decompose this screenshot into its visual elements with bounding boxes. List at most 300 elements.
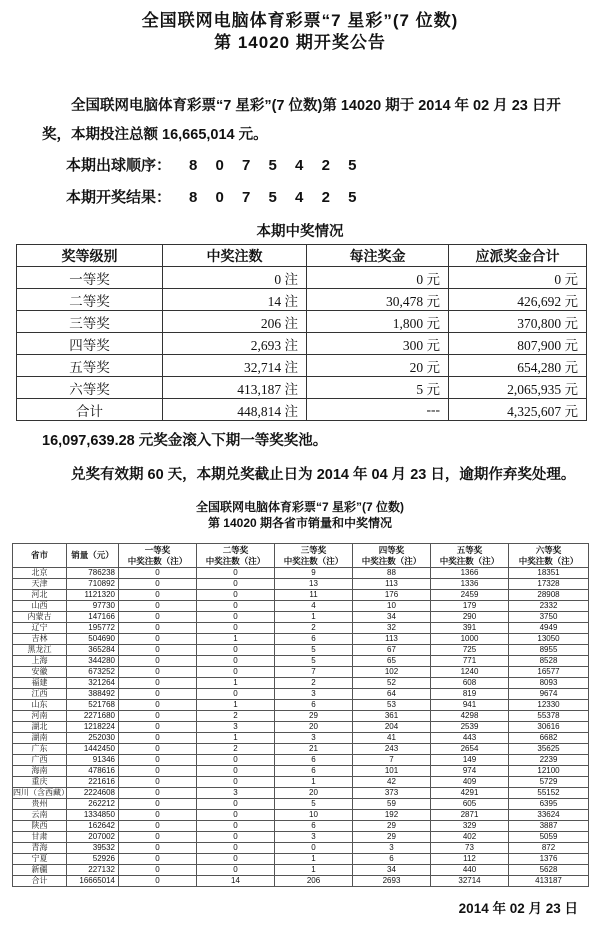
table-cell: 0 bbox=[197, 755, 275, 766]
table-cell: 1 bbox=[275, 865, 353, 876]
table-cell: 402 bbox=[431, 832, 509, 843]
table-cell: 0 bbox=[119, 843, 197, 854]
table-cell: 0 bbox=[119, 821, 197, 832]
table-cell: 21 bbox=[275, 744, 353, 755]
table-cell: 六等奖 bbox=[17, 377, 163, 399]
table-cell: 2,693 注 bbox=[163, 333, 307, 355]
table-cell: 192 bbox=[353, 810, 431, 821]
table-cell: 113 bbox=[353, 634, 431, 645]
prize-table-header-total: 应派奖金合计 bbox=[449, 245, 587, 267]
table-cell: 五等奖 bbox=[17, 355, 163, 377]
table-cell: 6 bbox=[353, 854, 431, 865]
table-cell: 4298 bbox=[431, 711, 509, 722]
table-cell: 0 bbox=[197, 810, 275, 821]
page-title bbox=[0, 10, 600, 54]
table-row bbox=[13, 777, 589, 788]
table-cell: 贵州 bbox=[13, 799, 67, 810]
rollover-paragraph: 16,097,639.28 元奖金滚入下期一等奖奖池。 bbox=[42, 433, 328, 449]
table-row bbox=[13, 678, 589, 689]
table-cell: 29 bbox=[353, 832, 431, 843]
draw-result-line bbox=[66, 182, 582, 214]
table-cell: 3 bbox=[197, 788, 275, 799]
table-cell: 55378 bbox=[509, 711, 589, 722]
table-cell: 20 元 bbox=[307, 355, 449, 377]
table-cell: 2459 bbox=[431, 590, 509, 601]
table-cell: 0 bbox=[119, 612, 197, 623]
table-cell: 2 bbox=[275, 623, 353, 634]
table-cell: 甘肃 bbox=[13, 832, 67, 843]
table-cell: 4949 bbox=[509, 623, 589, 634]
prize1-name: 一等奖 bbox=[144, 544, 171, 555]
prize4-sub: 中奖注数（注） bbox=[361, 555, 422, 566]
table-cell: 872 bbox=[509, 843, 589, 854]
table-cell: 673252 bbox=[67, 667, 119, 678]
province-table-header-sales: 销量（元） bbox=[67, 544, 119, 568]
prize2-sub: 中奖注数（注） bbox=[205, 555, 266, 566]
table-cell: 443 bbox=[431, 733, 509, 744]
table-cell: 5729 bbox=[509, 777, 589, 788]
table-cell: 2539 bbox=[431, 722, 509, 733]
table-cell: 重庆 bbox=[13, 777, 67, 788]
table-row bbox=[13, 766, 589, 777]
table-row bbox=[13, 810, 589, 821]
table-cell: 391 bbox=[431, 623, 509, 634]
table-cell: 0 bbox=[197, 854, 275, 865]
table-cell: 413187 bbox=[509, 876, 589, 887]
table-cell: 2654 bbox=[431, 744, 509, 755]
table-row bbox=[13, 711, 589, 722]
table-cell: 605 bbox=[431, 799, 509, 810]
table-cell: 2332 bbox=[509, 601, 589, 612]
table-cell: 一等奖 bbox=[17, 267, 163, 289]
table-cell: 天津 bbox=[13, 579, 67, 590]
table-cell: 786238 bbox=[67, 568, 119, 579]
table-cell: 20 bbox=[275, 722, 353, 733]
table-cell: 0 bbox=[119, 854, 197, 865]
table-cell: 35625 bbox=[509, 744, 589, 755]
province-table-header-prize3 bbox=[275, 544, 353, 568]
table-cell: --- bbox=[307, 399, 449, 421]
table-cell: 3887 bbox=[509, 821, 589, 832]
table-cell: 0 bbox=[119, 733, 197, 744]
date-line: 2014 年 02 月 23 日 bbox=[458, 901, 578, 916]
table-row bbox=[13, 744, 589, 755]
table-cell: 5 bbox=[275, 645, 353, 656]
table-cell: 52926 bbox=[67, 854, 119, 865]
table-cell: 0 bbox=[119, 799, 197, 810]
table-cell: 0 bbox=[197, 568, 275, 579]
table-row bbox=[13, 832, 589, 843]
table-cell: 974 bbox=[431, 766, 509, 777]
table-cell: 福建 bbox=[13, 678, 67, 689]
table-cell: 91346 bbox=[67, 755, 119, 766]
table-cell: 13050 bbox=[509, 634, 589, 645]
prize5-name: 五等奖 bbox=[456, 544, 483, 555]
table-row bbox=[13, 590, 589, 601]
table-cell: 0 元 bbox=[449, 267, 587, 289]
table-cell: 江西 bbox=[13, 689, 67, 700]
table-cell: 206 bbox=[275, 876, 353, 887]
table-cell: 0 bbox=[275, 843, 353, 854]
prize5-sub: 中奖注数（注） bbox=[439, 555, 500, 566]
prize3-name: 三等奖 bbox=[300, 544, 327, 555]
table-row bbox=[13, 854, 589, 865]
prize-table-header-row bbox=[17, 245, 587, 267]
table-cell: 安徽 bbox=[13, 667, 67, 678]
table-cell: 1 bbox=[197, 634, 275, 645]
table-cell: 0 bbox=[197, 601, 275, 612]
table-cell: 13 bbox=[275, 579, 353, 590]
table-cell: 504690 bbox=[67, 634, 119, 645]
table-cell: 0 bbox=[119, 744, 197, 755]
table-row bbox=[13, 612, 589, 623]
table-cell: 合计 bbox=[17, 399, 163, 421]
table-cell: 0 bbox=[119, 689, 197, 700]
table-cell: 52 bbox=[353, 678, 431, 689]
table-cell: 3750 bbox=[509, 612, 589, 623]
table-cell: 1376 bbox=[509, 854, 589, 865]
table-cell: 吉林 bbox=[13, 634, 67, 645]
table-cell: 97730 bbox=[67, 601, 119, 612]
province-table-header-prize1 bbox=[119, 544, 197, 568]
table-cell: 0 bbox=[197, 623, 275, 634]
table-cell: 710892 bbox=[67, 579, 119, 590]
table-cell: 青海 bbox=[13, 843, 67, 854]
table-row bbox=[17, 377, 587, 399]
table-cell: 608 bbox=[431, 678, 509, 689]
table-cell: 0 bbox=[119, 667, 197, 678]
table-cell: 41 bbox=[353, 733, 431, 744]
table-cell: 0 bbox=[119, 832, 197, 843]
intro-paragraph: 全国联网电脑体育彩票“7 星彩”(7 位数)第 14020 期于 2014 年 02 月 23 日开奖，本期投注总额 16,665,014 元。 bbox=[42, 98, 561, 143]
table-cell: 1366 bbox=[431, 568, 509, 579]
table-cell: 7 bbox=[275, 667, 353, 678]
table-cell: 山东 bbox=[13, 700, 67, 711]
table-row bbox=[13, 601, 589, 612]
table-cell: 67 bbox=[353, 645, 431, 656]
table-cell: 65 bbox=[353, 656, 431, 667]
table-cell: 0 bbox=[197, 843, 275, 854]
table-cell: 北京 bbox=[13, 568, 67, 579]
table-cell: 1240 bbox=[431, 667, 509, 678]
table-cell: 12100 bbox=[509, 766, 589, 777]
table-cell: 12330 bbox=[509, 700, 589, 711]
table-cell: 河北 bbox=[13, 590, 67, 601]
table-cell: 370,800 元 bbox=[449, 311, 587, 333]
table-row bbox=[17, 399, 587, 421]
table-cell: 30616 bbox=[509, 722, 589, 733]
table-cell: 373 bbox=[353, 788, 431, 799]
table-cell: 广西 bbox=[13, 755, 67, 766]
table-cell: 361 bbox=[353, 711, 431, 722]
table-cell: 云南 bbox=[13, 810, 67, 821]
table-cell: 1 bbox=[275, 612, 353, 623]
table-cell: 59 bbox=[353, 799, 431, 810]
province-table-header-row bbox=[13, 544, 589, 568]
ball-order-label: 本期出球顺序： bbox=[66, 157, 172, 174]
table-cell: 426,692 元 bbox=[449, 289, 587, 311]
province-table-title-line2: 第 14020 期各省市销量和中奖情况 bbox=[207, 516, 393, 530]
prize6-sub: 中奖注数（注） bbox=[518, 555, 579, 566]
table-cell: 0 bbox=[119, 810, 197, 821]
table-cell: 6682 bbox=[509, 733, 589, 744]
table-cell: 179 bbox=[431, 601, 509, 612]
table-cell: 4 bbox=[275, 601, 353, 612]
table-row bbox=[13, 656, 589, 667]
table-cell: 0 bbox=[197, 590, 275, 601]
table-cell: 2224608 bbox=[67, 788, 119, 799]
table-cell: 388492 bbox=[67, 689, 119, 700]
table-cell: 9 bbox=[275, 568, 353, 579]
table-cell: 内蒙古 bbox=[13, 612, 67, 623]
table-cell: 941 bbox=[431, 700, 509, 711]
table-cell: 2693 bbox=[353, 876, 431, 887]
table-cell: 10 bbox=[353, 601, 431, 612]
table-row bbox=[13, 733, 589, 744]
table-cell: 山西 bbox=[13, 601, 67, 612]
table-cell: 329 bbox=[431, 821, 509, 832]
table-cell: 32,714 注 bbox=[163, 355, 307, 377]
table-cell: 0 bbox=[119, 645, 197, 656]
table-row bbox=[17, 289, 587, 311]
table-row bbox=[13, 634, 589, 645]
table-cell: 上海 bbox=[13, 656, 67, 667]
table-cell: 204 bbox=[353, 722, 431, 733]
prize-table-body bbox=[17, 267, 587, 421]
table-row bbox=[13, 623, 589, 634]
table-cell: 湖南 bbox=[13, 733, 67, 744]
table-cell: 0 bbox=[119, 590, 197, 601]
table-row bbox=[13, 568, 589, 579]
table-cell: 112 bbox=[431, 854, 509, 865]
table-cell: 新疆 bbox=[13, 865, 67, 876]
table-cell: 1 bbox=[197, 678, 275, 689]
table-cell: 725 bbox=[431, 645, 509, 656]
table-cell: 30,478 元 bbox=[307, 289, 449, 311]
table-cell: 409 bbox=[431, 777, 509, 788]
table-cell: 0 bbox=[119, 788, 197, 799]
table-cell: 三等奖 bbox=[17, 311, 163, 333]
table-cell: 2 bbox=[197, 744, 275, 755]
table-cell: 0 bbox=[119, 865, 197, 876]
table-cell: 243 bbox=[353, 744, 431, 755]
table-cell: 8955 bbox=[509, 645, 589, 656]
table-cell: 448,814 注 bbox=[163, 399, 307, 421]
table-cell: 1000 bbox=[431, 634, 509, 645]
table-cell: 0 bbox=[197, 579, 275, 590]
table-row bbox=[13, 865, 589, 876]
table-cell: 2 bbox=[197, 711, 275, 722]
table-cell: 9674 bbox=[509, 689, 589, 700]
table-row bbox=[17, 311, 587, 333]
table-cell: 206 注 bbox=[163, 311, 307, 333]
table-row bbox=[13, 843, 589, 854]
table-cell: 6 bbox=[275, 700, 353, 711]
table-cell: 1218224 bbox=[67, 722, 119, 733]
prize4-name: 四等奖 bbox=[378, 544, 405, 555]
table-cell: 478616 bbox=[67, 766, 119, 777]
table-cell: 6 bbox=[275, 634, 353, 645]
table-cell: 宁夏 bbox=[13, 854, 67, 865]
table-cell: 6395 bbox=[509, 799, 589, 810]
table-cell: 河南 bbox=[13, 711, 67, 722]
table-cell: 20 bbox=[275, 788, 353, 799]
table-cell: 辽宁 bbox=[13, 623, 67, 634]
draw-result-value: 8 0 7 5 4 2 5 bbox=[189, 189, 364, 206]
table-row bbox=[13, 799, 589, 810]
table-cell: 29 bbox=[275, 711, 353, 722]
table-cell: 365284 bbox=[67, 645, 119, 656]
table-cell: 807,900 元 bbox=[449, 333, 587, 355]
table-cell: 0 bbox=[119, 722, 197, 733]
table-cell: 1334850 bbox=[67, 810, 119, 821]
table-cell: 8528 bbox=[509, 656, 589, 667]
table-cell: 6 bbox=[275, 766, 353, 777]
table-cell: 0 bbox=[119, 579, 197, 590]
table-row bbox=[13, 645, 589, 656]
table-cell: 0 bbox=[119, 623, 197, 634]
table-cell: 5 bbox=[275, 656, 353, 667]
table-cell: 34 bbox=[353, 865, 431, 876]
table-cell: 4291 bbox=[431, 788, 509, 799]
table-cell: 0 bbox=[119, 755, 197, 766]
table-cell: 0 bbox=[119, 634, 197, 645]
table-cell: 陕西 bbox=[13, 821, 67, 832]
table-cell: 0 bbox=[119, 700, 197, 711]
province-table-header-prize6 bbox=[509, 544, 589, 568]
table-cell: 1 bbox=[197, 733, 275, 744]
table-cell: 0 bbox=[197, 799, 275, 810]
prize-table bbox=[16, 244, 587, 421]
table-cell: 1,800 元 bbox=[307, 311, 449, 333]
table-cell: 0 bbox=[119, 568, 197, 579]
table-cell: 2239 bbox=[509, 755, 589, 766]
table-cell: 0 bbox=[197, 645, 275, 656]
prize1-sub: 中奖注数（注） bbox=[127, 555, 188, 566]
table-cell: 1 bbox=[197, 700, 275, 711]
prize-table-header-count: 中奖注数 bbox=[163, 245, 307, 267]
table-cell: 55152 bbox=[509, 788, 589, 799]
table-cell: 1 bbox=[275, 777, 353, 788]
table-cell: 2 bbox=[275, 678, 353, 689]
table-cell: 33624 bbox=[509, 810, 589, 821]
table-cell: 14 bbox=[197, 876, 275, 887]
table-cell: 521768 bbox=[67, 700, 119, 711]
table-cell: 29 bbox=[353, 821, 431, 832]
table-cell: 2271680 bbox=[67, 711, 119, 722]
table-cell: 3 bbox=[353, 843, 431, 854]
table-cell: 1121320 bbox=[67, 590, 119, 601]
ball-order-value: 8 0 7 5 4 2 5 bbox=[189, 157, 364, 174]
table-cell: 0 bbox=[197, 656, 275, 667]
table-cell: 四川（含西藏） bbox=[13, 788, 69, 797]
table-cell: 5628 bbox=[509, 865, 589, 876]
table-cell: 290 bbox=[431, 612, 509, 623]
table-row bbox=[13, 821, 589, 832]
prize-table-header-amount: 每注奖金 bbox=[307, 245, 449, 267]
table-cell: 0 bbox=[197, 777, 275, 788]
prize2-name: 二等奖 bbox=[222, 544, 249, 555]
table-cell: 0 bbox=[197, 766, 275, 777]
table-cell: 0 bbox=[197, 612, 275, 623]
table-cell: 0 bbox=[197, 689, 275, 700]
table-row bbox=[13, 579, 589, 590]
table-cell: 0 bbox=[119, 876, 197, 887]
table-row bbox=[13, 755, 589, 766]
table-cell: 149 bbox=[431, 755, 509, 766]
table-row bbox=[13, 667, 589, 678]
table-cell: 819 bbox=[431, 689, 509, 700]
table-cell: 0 bbox=[197, 667, 275, 678]
table-cell: 1336 bbox=[431, 579, 509, 590]
table-cell: 88 bbox=[353, 568, 431, 579]
table-cell: 二等奖 bbox=[17, 289, 163, 311]
table-cell: 34 bbox=[353, 612, 431, 623]
table-cell: 海南 bbox=[13, 766, 67, 777]
province-table-title bbox=[0, 499, 600, 531]
table-cell: 221616 bbox=[67, 777, 119, 788]
table-cell: 5 bbox=[275, 799, 353, 810]
province-table-header-province: 省市 bbox=[13, 544, 67, 568]
table-cell: 53 bbox=[353, 700, 431, 711]
table-cell: 0 bbox=[119, 777, 197, 788]
table-cell: 5059 bbox=[509, 832, 589, 843]
table-cell: 413,187 注 bbox=[163, 377, 307, 399]
table-cell: 0 bbox=[119, 656, 197, 667]
table-cell: 湖北 bbox=[13, 722, 67, 733]
table-cell: 广东 bbox=[13, 744, 67, 755]
table-cell: 227132 bbox=[67, 865, 119, 876]
table-cell: 14 注 bbox=[163, 289, 307, 311]
table-row bbox=[17, 333, 587, 355]
table-cell: 654,280 元 bbox=[449, 355, 587, 377]
table-cell: 39532 bbox=[67, 843, 119, 854]
table-cell: 32 bbox=[353, 623, 431, 634]
table-cell: 6 bbox=[275, 755, 353, 766]
province-table-body bbox=[13, 568, 589, 887]
table-cell: 7 bbox=[353, 755, 431, 766]
table-cell: 3 bbox=[275, 832, 353, 843]
table-row bbox=[13, 876, 589, 887]
prize3-sub: 中奖注数（注） bbox=[283, 555, 344, 566]
table-cell: 18351 bbox=[509, 568, 589, 579]
table-cell: 262212 bbox=[67, 799, 119, 810]
table-cell: 162642 bbox=[67, 821, 119, 832]
table-cell: 0 bbox=[119, 711, 197, 722]
table-cell: 1 bbox=[275, 854, 353, 865]
table-cell: 28908 bbox=[509, 590, 589, 601]
table-row bbox=[13, 722, 589, 733]
table-cell: 1442450 bbox=[67, 744, 119, 755]
province-table-title-line1: 全国联网电脑体育彩票“7 星彩”(7 位数) bbox=[195, 500, 404, 514]
table-cell: 0 注 bbox=[163, 267, 307, 289]
table-cell: 黑龙江 bbox=[13, 645, 67, 656]
province-table-header-prize2 bbox=[197, 544, 275, 568]
table-row bbox=[13, 689, 589, 700]
table-cell: 344280 bbox=[67, 656, 119, 667]
table-cell: 73 bbox=[431, 843, 509, 854]
draw-result-label: 本期开奖结果： bbox=[66, 189, 172, 206]
table-row bbox=[17, 355, 587, 377]
table-cell: 5 元 bbox=[307, 377, 449, 399]
table-cell: 113 bbox=[353, 579, 431, 590]
table-cell: 42 bbox=[353, 777, 431, 788]
province-table-header-prize5 bbox=[431, 544, 509, 568]
ball-order-line bbox=[66, 150, 582, 182]
table-cell: 300 元 bbox=[307, 333, 449, 355]
table-cell: 4,325,607 元 bbox=[449, 399, 587, 421]
table-cell: 合计 bbox=[13, 876, 67, 887]
